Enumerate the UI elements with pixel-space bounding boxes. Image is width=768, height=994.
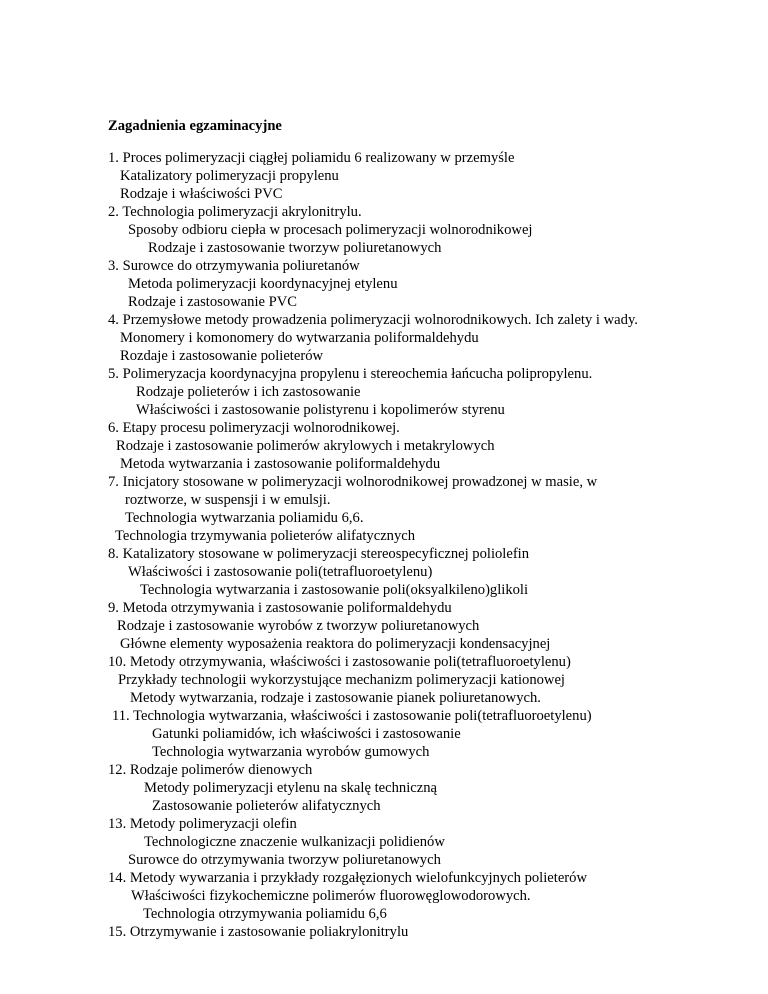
exam-question-line: Rozdaje i zastosowanie polieterów bbox=[120, 348, 324, 364]
exam-question-line: roztworze, w suspensji i w emulsji. bbox=[125, 492, 331, 508]
exam-question-line: Właściwości i zastosowanie poli(tetrafluoroetylenu) bbox=[128, 564, 433, 580]
exam-question-line: Technologia otrzymywania poliamidu 6,6 bbox=[143, 906, 387, 922]
exam-question-line: Technologia wytwarzania poliamidu 6,6. bbox=[125, 510, 364, 526]
exam-question-line: Rodzaje i zastosowanie wyrobów z tworzyw poliuretanowych bbox=[117, 618, 480, 634]
exam-question-line: Rodzaje i właściwości PVC bbox=[120, 186, 283, 202]
exam-question-line: 6. Etapy procesu polimeryzacji wolnorodnikowej. bbox=[108, 420, 400, 436]
exam-question-line: Technologia wytwarzania wyrobów gumowych bbox=[152, 744, 430, 760]
exam-question-line: Metoda wytwarzania i zastosowanie poliformaldehydu bbox=[120, 456, 441, 472]
exam-question-line: 3. Surowce do otrzymywania poliuretanów bbox=[108, 258, 360, 274]
exam-question-line: 11. Technologia wytwarzania, właściwości i zastosowanie poli(tetrafluoroetylenu) bbox=[112, 708, 592, 724]
exam-question-line: 5. Polimeryzacja koordynacyjna propylenu i stereochemia łańcucha polipropylenu. bbox=[108, 366, 593, 382]
exam-question-line: Technologiczne znaczenie wulkanizacji polidienów bbox=[144, 834, 445, 850]
exam-question-line: 12. Rodzaje polimerów dienowych bbox=[108, 762, 313, 778]
exam-question-line: Rodzaje i zastosowanie polimerów akrylowych i metakrylowych bbox=[116, 438, 495, 454]
exam-question-line: Przykłady technologii wykorzystujące mechanizm polimeryzacji kationowej bbox=[118, 672, 565, 688]
exam-question-line: Zastosowanie polieterów alifatycznych bbox=[152, 798, 381, 814]
exam-question-line: Właściwości i zastosowanie polistyrenu i kopolimerów styrenu bbox=[136, 402, 505, 418]
exam-question-line: Sposoby odbioru ciepła w procesach polimeryzacji wolnorodnikowej bbox=[128, 222, 533, 238]
exam-question-line: Technologia wytwarzania i zastosowanie poli(oksyalkileno)glikoli bbox=[140, 582, 529, 598]
exam-question-line: 4. Przemysłowe metody prowadzenia polimeryzacji wolnorodnikowych. Ich zalety i wady. bbox=[108, 312, 638, 328]
exam-question-line: Właściwości fizykochemiczne polimerów fluorowęglowodorowych. bbox=[131, 888, 531, 904]
exam-question-line: Metody polimeryzacji etylenu na skalę techniczną bbox=[144, 780, 437, 796]
exam-question-line: 9. Metoda otrzymywania i zastosowanie poliformaldehydu bbox=[108, 600, 452, 616]
exam-question-line: 15. Otrzymywanie i zastosowanie poliakrylonitrylu bbox=[108, 924, 409, 940]
exam-question-line: Rodzaje i zastosowanie tworzyw poliuretanowych bbox=[148, 240, 442, 256]
exam-question-line: 10. Metody otrzymywania, właściwości i zastosowanie poli(tetrafluoroetylenu) bbox=[108, 654, 571, 670]
exam-question-line: 8. Katalizatory stosowane w polimeryzacji stereospecyficznej poliolefin bbox=[108, 546, 530, 562]
exam-question-line: 2. Technologia polimeryzacji akrylonitrylu. bbox=[108, 204, 362, 220]
exam-question-line: Metoda polimeryzacji koordynacyjnej etylenu bbox=[128, 276, 398, 292]
exam-question-line: 14. Metody wywarzania i przykłady rozgałęzionych wielofunkcyjnych polieterów bbox=[108, 870, 587, 886]
exam-question-line: Katalizatory polimeryzacji propylenu bbox=[120, 168, 339, 184]
exam-question-line: Technologia trzymywania polieterów alifatycznych bbox=[115, 528, 416, 544]
exam-question-line: 1. Proces polimeryzacji ciągłej poliamidu 6 realizowany w przemyśle bbox=[108, 150, 515, 166]
exam-question-line: Rodzaje i zastosowanie PVC bbox=[128, 294, 298, 310]
exam-question-line: 13. Metody polimeryzacji olefin bbox=[108, 816, 297, 832]
exam-question-line: Metody wytwarzania, rodzaje i zastosowanie pianek poliuretanowych. bbox=[130, 690, 541, 706]
document-title: Zagadnienia egzaminacyjne bbox=[108, 118, 282, 134]
exam-question-line: Gatunki poliamidów, ich właściwości i zastosowanie bbox=[152, 726, 461, 742]
exam-question-line: 7. Inicjatory stosowane w polimeryzacji wolnorodnikowej prowadzonej w masie, w bbox=[108, 474, 598, 490]
exam-question-line: Rodzaje polieterów i ich zastosowanie bbox=[136, 384, 361, 400]
exam-question-line: Monomery i komonomery do wytwarzania poliformaldehydu bbox=[120, 330, 479, 346]
exam-question-line: Surowce do otrzymywania tworzyw poliuretanowych bbox=[128, 852, 441, 868]
exam-question-line: Główne elementy wyposażenia reaktora do polimeryzacji kondensacyjnej bbox=[120, 636, 551, 652]
